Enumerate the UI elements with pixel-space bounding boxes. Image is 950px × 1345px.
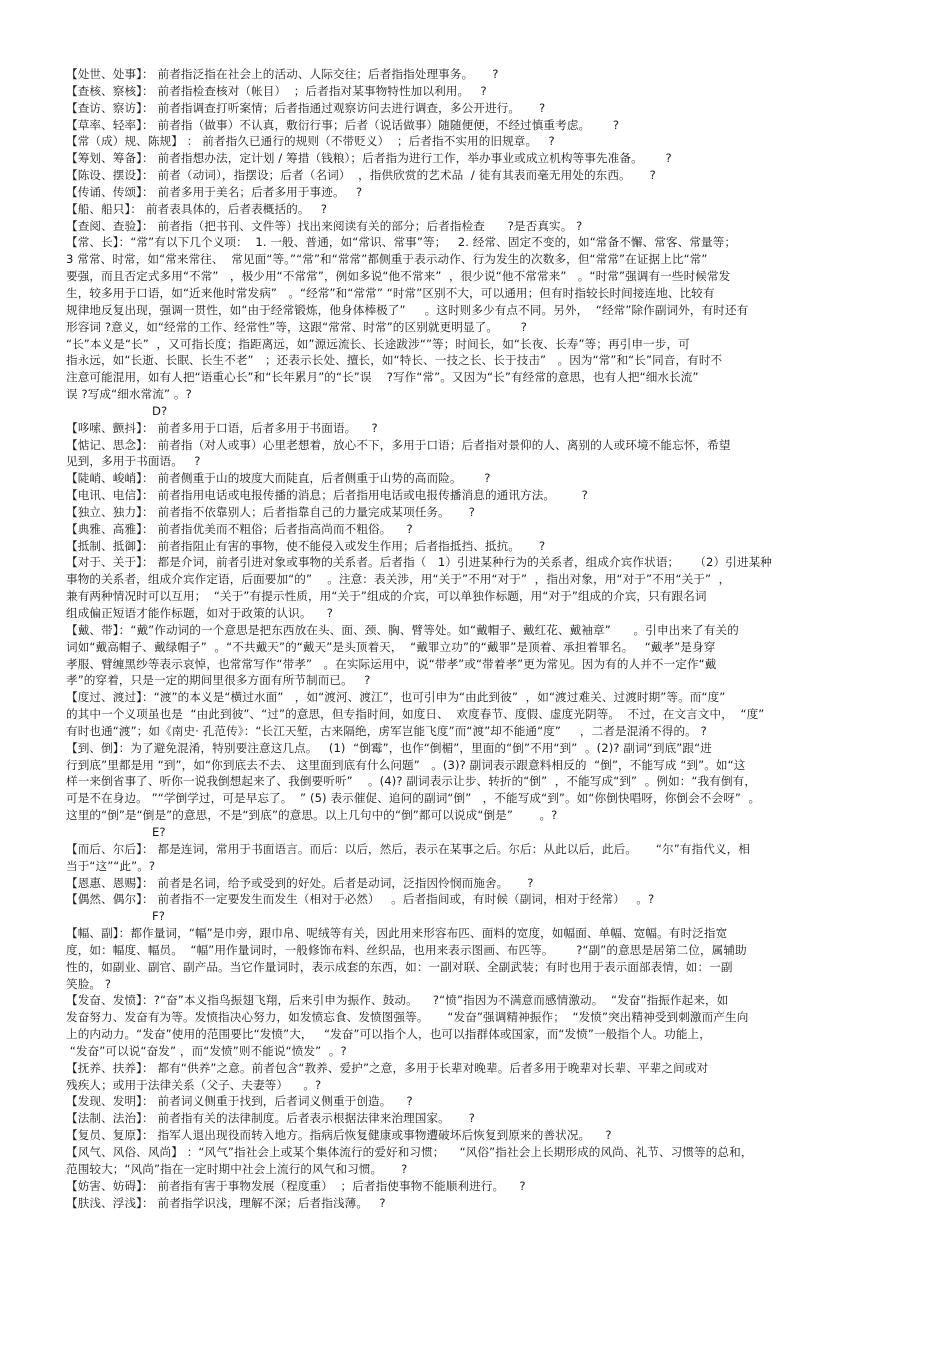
section-letter: F? <box>152 909 166 924</box>
text-line: 孝”的穿着，只是一定的期间里很多方面有所节制而已。 ? <box>66 673 371 688</box>
text-line: 【草率、轻率】： 前者指（做事）不认真，敷衍行事；后者（说话做事）随随便便，不经过慎重考虑。 ? <box>66 117 620 132</box>
text-line: 3 常常、时常，如“常来常往、 常见面“等。”“常”和“常常”都侧重于表示动作、行为发生的次数多，但“常常”在证据上比“常” <box>66 252 708 267</box>
text-line: 上的内动力。“发奋”使用的范围要比“发愤”大， “发奋”可以指个人，也可以指群体或国家，而“发愤”一般指个人。功能上， <box>66 1027 711 1042</box>
text-line: 【哆嗦、颤抖】： 前者多用于口语，后者多用于书面语。 ? <box>66 420 378 435</box>
text-line: 生，较多用于口语，如“近来他时常发病” 。“经常”和“常常” “时常”区别不大，可以通用；但有时指较长时间接连地、比较有 <box>66 285 715 300</box>
text-line: 事物的关系者，组成介宾作定语，后面要加“的” 。注意：表关涉，用“关于”不用“对于” ，指出对象，用“对于”不用“关于” ， <box>66 572 731 587</box>
text-line: 【度过、渡过】：“渡”的本义是“横过水面” ，如“渡河、渡江”，也可引申为“由此到彼” ，如“渡过难关、过渡时期”等。而“度” <box>66 690 726 705</box>
text-line: 【而后、尔后】： 都是连词，常用于书面语言。而后：以后，然后，表示在某事之后。尔后：从此以后，此后。 “尔”有指代义，相 <box>66 841 750 856</box>
text-line: 【电讯、电信】： 前者指用电话或电报传播的消息；后者指用电话或电报传播消息的通讯方法。 ? <box>66 488 588 503</box>
text-line: 组成偏正短语才能作标题，如对于政策的认识。 ? <box>66 606 333 620</box>
text-line: 【风气、风俗、风尚】 ：“风气”指社会上或某个集体流行的爱好和习惯； “风俗”指社会上长期形成的风尚、礼节、习惯等的总和， <box>66 1145 753 1159</box>
text-line: 【恩惠、恩赐】： 前者是名词，给予或受到的好处。后者是动词，泛指因怜悯而施舍。 ? <box>66 875 534 890</box>
text-line: 范围较大；“风尚”指在一定时期中社会上流行的风气和习惯。 ? <box>66 1161 408 1176</box>
text-line: 【陈设、摆设】： 前者（动词），指摆设；后者（名词） ，指供欣赏的艺术品 / 徒有其表而毫无用处的东西。 ? <box>66 168 656 183</box>
text-line: 【常（成）规、陈规】 ： 前者指久已通行的规则（不带贬义） ；后者指不实用的旧规章。 ? <box>66 134 555 149</box>
section-letter: E? <box>152 824 166 839</box>
text-line: 【传诵、传颂】： 前者多用于美名；后者多用于事迹。 ? <box>66 184 363 199</box>
text-line: 有时也通“渡”；如《南史· 孔范传》：“长江天堑，古来隔绝，虏军岂能飞度”而“渡”却不能通“度” ，二者是混淆不得的。 ? <box>66 723 707 738</box>
text-line: 【对于、关于】： 都是介词，前者引进对象或事物的关系者。后者指（ 1）引进某种行为的关系者，组成介宾作状语； （2）引进某种 <box>66 555 772 570</box>
text-line: 【抚养、扶养】： 都有“供养”之意。前者包含“教养、爱护”之意，多用于长辈对晚辈。后者多用于晚辈对长辈、平辈之间或对 <box>66 1060 709 1075</box>
text-line: 这里的“倒”是“倒是”的意思，不是“到底”的意思。以上几句中的“倒”都可以说成“倒是” 。? <box>66 808 558 823</box>
text-line: 样一来倒省事了、听你一说我倒想起来了、我倒要听听” 。(4)? 副词表示让步、转折的“倒” ，不能写成“到” 。例如：“我有倒有， <box>66 774 757 789</box>
text-line: 孝服、臂缠黑纱等表示哀悼，也常常写作“带孝” 。在实际运用中，说“带孝”或“带着孝”更为常见。因为有的人并不一定作“戴 <box>66 656 717 671</box>
text-line: 发奋努力、发奋有为等。发愤指决心努力，如发愤忘食、发愤图强等。 “发奋”强调精神振作； “发愤”突出精神受到刺激而产生向 <box>66 1010 749 1025</box>
text-line: 【惦记、思念】： 前者指（对人或事）心里老想着，放心不下，多用于口语；后者指对景仰的人、离别的人或环境不能忘怀，希望 <box>66 437 731 452</box>
text-line: 【船、船只】： 前者表具体的，后者表概括的。 ? <box>66 201 328 216</box>
text-line: “发奋”可以说“奋发” ，而“发愤”则不能说“愤发” 。? <box>66 1043 347 1058</box>
text-line: 【查访、察访】： 前者指调查打听案情；后者指通过观察访问去进行调查，多公开进行。 ? <box>66 100 546 115</box>
text-line: 兼有两种情况时可以互用； “关于”有提示性质，用“关于”组成的介宾，可以单独作标题，用“对于”组成的介宾，只有跟名词 <box>66 589 707 604</box>
document-body <box>66 66 886 1211</box>
text-line: 【偶然、偶尔】： 前者指不一定要发生而发生（相对于必然） 。后者指间或，有时候（副词，相对于经常） 。? <box>66 892 655 907</box>
text-line: 见到，多用于书面语。 ? <box>66 454 201 469</box>
text-line: 误 ?写成“细水常流” 。? <box>66 387 192 402</box>
text-line: 当于“这”“此”。? <box>66 858 156 873</box>
text-line: 【典雅、高雅】： 前者指优美而不粗俗；后者指高尚而不粗俗。 ? <box>66 521 413 536</box>
text-line: 【陡峭、峻峭】： 前者侧重于山的坡度大而陡直，后者侧重于山势的高而险。 ? <box>66 471 491 486</box>
text-line: 度，如：幅度、幅员。 “幅”用作量词时，一般修饰布料、丝织品，也用来表示图画、布匹等。 ?“副”的意思是居第二位，属辅助 <box>66 942 747 957</box>
text-line: 【查阅、查验】： 前者指（把书刊、文件等）找出来阅读有关的部分；后者指检查 ?是否真实。 ? <box>66 218 583 233</box>
text-line: 的其中一个义项虽也是 “由此到彼”、“过”的意思，但专指时间，如度日、 欢度春节、度假、虚度光阴等。 不过，在文言文中， “度” <box>66 707 765 722</box>
text-line: 【抵制、抵御】： 前者指阻止有害的事物，使不能侵入或发生作用；后者指抵挡、抵抗。 ? <box>66 538 546 553</box>
text-line: 词如“戴高帽子、戴绿帽子” 。“不共戴天”的“戴天”是头顶着天， “戴罪立功”的“戴罪”是顶着、承担着罪名。 “戴孝”是身穿 <box>66 639 716 654</box>
text-line: 【筹划、筹备】： 前者指想办法，定计划 / 筹措（钱粮）；后者指为进行工作，举办事业或成立机构等事先准备。 ? <box>66 151 672 166</box>
text-line: 【查核、察核】： 前者指检查核对（帐目） ；后者指对某事物特性加以利用。 ? <box>66 83 487 98</box>
section-letter: D? <box>152 403 168 418</box>
text-line: 【到、倒】：为了避免混淆，特别要注意这几点。 (1) “倒霉”，也作“倒楣”，里面的“倒”不用“到” 。(2)? 副词“到底”跟“进 <box>66 740 712 755</box>
text-line: 【幅、副】：都作量词，“幅”是巾旁，跟巾帛、呢绒等有关，因此用来形容布匹、面料的宽度，如幅面、单幅、宽幅。有时泛指宽 <box>66 926 728 941</box>
text-line: 形容词 ?意义，如“经常的工作、经常性”等，这跟“常常、时常”的区别就更明显了。 ? <box>66 319 528 334</box>
text-line: 【常、长】：“常”有以下几个义项： 1. 一般、普通，如“常识、常事”等； 2. 经常、固定不变的，如“常备不懈、常客、常量等； <box>66 235 737 250</box>
text-line: 注意可能混用，如有人把“语重心长”和“长年累月”的“长”误 ?写作“常”。又因为“长”有经常的意思，也有人把“细水长流” <box>66 370 699 385</box>
text-line: 性的，如副业、副官、副产品。当它作量词时，表示成套的东西，如：一副对联、全副武装；有时也用于表示面部表情，如：一副 <box>66 959 733 974</box>
text-line: 【肤浅、浮浅】： 前者指学识浅，理解不深；后者指浅薄。 ? <box>66 1195 386 1210</box>
text-line: 【妨害、妨碍】： 前者指有害于事物发展（程度重） ；后者指使事物不能顺利进行。 ? <box>66 1178 526 1193</box>
text-line: 【复员、复原】： 指军人退出现役而转入地方。指病后恢复健康或事物遭破坏后恢复到原来的善状况。 ? <box>66 1128 612 1143</box>
text-line: 【处世、处事】： 前者指泛指在社会上的活动、人际交往；后者指指处理事务。 ? <box>66 67 499 81</box>
text-line: 残疾人；或用于法律关系（父子、夫妻等） 。? <box>66 1077 322 1092</box>
text-line: 【发现、发明】： 前者词义侧重于找到，后者词义侧重于创造。 ? <box>66 1094 413 1109</box>
text-line: 可是不在身边。 ”“学倒学过，可是早忘了。 ” (5) 表示催促、追问的副词“倒” ，不能写成“到”。如“你倒快唱呀，你倒会不会呀” 。 <box>66 791 761 806</box>
text-line: 【法制、法治】： 前者指有关的法律制度。后者表示根据法律来治理国家。 ? <box>66 1111 476 1126</box>
text-line: “长”本义是“长” ，又可指长度；指距离远，如”源远流长、长途跋涉“”等；时间长，如“长夜、长寿”等；再引申一步，可 <box>66 336 690 351</box>
text-line: 规律地反复出现，强调一贯性，如“由于经常锻炼，他身体棒极了” 。这时则多少有点不同。另外， “经常”除作副词外，有时还有 <box>66 302 749 317</box>
text-line: 行到底”里都是用 “到”，如“你到底去不去、 这里面到底有什么问题” 。(3)? 副词表示跟意料相反的 “倒”，不能写成 “到”。如“这 <box>66 757 746 772</box>
text-line: 【戴、带】：“戴”作动词的一个意思是把东西放在头、面、颈、胸、臂等处。如“戴帽子、戴红花、戴袖章” 。引申出来了有关的 <box>66 622 739 637</box>
text-line: 【发奋、发愤】：?“奋”本义指鸟振翅飞翔，后来引申为振作、鼓动。 ?“愤”指因为不满意而感情激动。 “发奋”指振作起来，如 <box>66 993 729 1008</box>
text-line: 要强，而且否定式多用“不常” ，极少用“不常常”，例如多说“他不常来” ，很少说“他不常常来” 。“时常”强调有一些时候常发 <box>66 269 731 284</box>
text-line: 【独立、独力】： 前者指不依靠别人；后者指靠自己的力量完成某项任务。 ? <box>66 504 476 519</box>
text-line: 笑脸。 ? <box>66 976 112 991</box>
text-line: 指永远，如“长逝、长眠、长生不老” ；还表示长处、擅长，如“特长、一技之长、长于技击” 。因为“常”和“长”同音，有时不 <box>66 353 723 368</box>
